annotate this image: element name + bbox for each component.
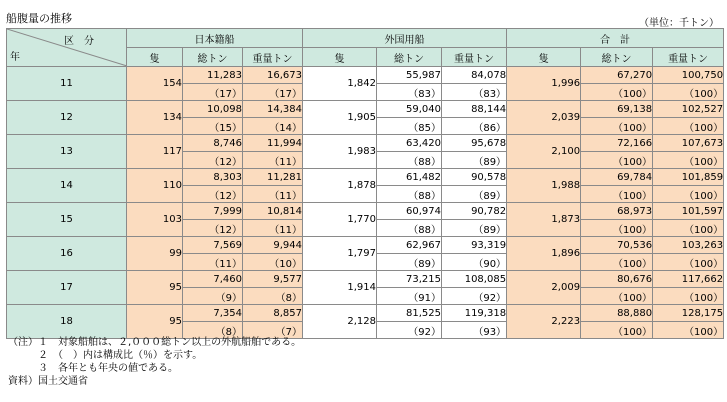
vessel-count-cell: 1,797 [303,237,377,271]
vessel-count-cell: 1,770 [303,203,377,237]
deadweight-share-cell: （14） [243,118,303,135]
vessel-count-cell: 1,988 [507,169,581,203]
subheader-gt: 総トン [183,48,243,67]
vessel-count-cell: 154 [127,67,183,101]
subheader-count: 隻 [507,48,581,67]
deadweight-cell: 16,673 [243,67,303,84]
gross-tonnage-cell: 67,270 [581,67,653,84]
group-header-foreign: 外国用船 [303,29,507,48]
group-header-japan: 日本籍船 [127,29,303,48]
table-body [7,67,724,339]
table-row [7,67,724,84]
deadweight-share-cell: （11） [243,186,303,203]
corner-header [7,29,127,67]
gross-tonnage-share-cell: （12） [183,152,243,169]
gross-tonnage-share-cell: （100） [581,186,653,203]
gross-tonnage-cell: 73,215 [377,271,442,288]
vessel-count-cell: 2,223 [507,305,581,339]
deadweight-cell: 90,578 [442,169,507,186]
year-cell: 17 [7,271,127,305]
vessel-count-cell: 1,878 [303,169,377,203]
gross-tonnage-cell: 69,138 [581,101,653,118]
gross-tonnage-cell: 7,354 [183,305,243,322]
table-row [7,135,724,152]
gross-tonnage-cell: 88,880 [581,305,653,322]
vessel-count-cell: 2,100 [507,135,581,169]
vessel-count-cell: 95 [127,271,183,305]
subheader-count: 隻 [303,48,377,67]
note-line: ２ （ ）内は構成比（％）を示す。 [8,350,203,361]
gross-tonnage-cell: 8,303 [183,169,243,186]
gross-tonnage-share-cell: （88） [377,152,442,169]
table-title: 船腹量の推移 [6,12,72,25]
deadweight-share-cell: （100） [653,254,724,271]
vessel-count-cell: 1,873 [507,203,581,237]
vessel-count-cell: 1,914 [303,271,377,305]
deadweight-cell: 88,144 [442,101,507,118]
deadweight-cell: 84,078 [442,67,507,84]
deadweight-cell: 11,994 [243,135,303,152]
deadweight-share-cell: （100） [653,288,724,305]
year-label: 年 [10,52,20,63]
table-row [7,203,724,220]
year-cell: 18 [7,305,127,339]
gross-tonnage-cell: 80,676 [581,271,653,288]
gross-tonnage-share-cell: （100） [581,322,653,339]
gross-tonnage-share-cell: （100） [581,220,653,237]
gross-tonnage-cell: 7,999 [183,203,243,220]
category-label: 区分 [64,36,104,47]
subheader-count: 隻 [127,48,183,67]
deadweight-cell: 107,673 [653,135,724,152]
gross-tonnage-cell: 63,420 [377,135,442,152]
vessel-count-cell: 1,896 [507,237,581,271]
deadweight-cell: 95,678 [442,135,507,152]
deadweight-share-cell: （10） [243,254,303,271]
gross-tonnage-share-cell: （83） [377,84,442,101]
gross-tonnage-cell: 72,166 [581,135,653,152]
gross-tonnage-share-cell: （8） [183,322,243,339]
gross-tonnage-share-cell: （17） [183,84,243,101]
deadweight-cell: 8,857 [243,305,303,322]
deadweight-share-cell: （17） [243,84,303,101]
subheader-gt: 総トン [377,48,442,67]
year-cell: 13 [7,135,127,169]
deadweight-share-cell: （100） [653,84,724,101]
deadweight-share-cell: （100） [653,152,724,169]
vessel-count-cell: 1,842 [303,67,377,101]
deadweight-share-cell: （92） [442,288,507,305]
note-line: （注）１ 対象船舶は、２,０００総トン以上の外航船舶である。 [8,337,302,348]
gross-tonnage-cell: 61,482 [377,169,442,186]
group-header-total: 合 計 [507,29,724,48]
vessel-count-cell: 117 [127,135,183,169]
gross-tonnage-share-cell: （100） [581,152,653,169]
subheader-dwt: 重量トン [653,48,724,67]
gross-tonnage-cell: 59,040 [377,101,442,118]
table-row [7,169,724,186]
gross-tonnage-share-cell: （89） [377,254,442,271]
deadweight-share-cell: （83） [442,84,507,101]
gross-tonnage-share-cell: （11） [183,254,243,271]
note-line: ３ 各年とも年央の値である。 [8,363,178,374]
deadweight-share-cell: （90） [442,254,507,271]
subheader-dwt: 重量トン [243,48,303,67]
deadweight-cell: 93,319 [442,237,507,254]
gross-tonnage-share-cell: （100） [581,84,653,101]
gross-tonnage-cell: 7,569 [183,237,243,254]
deadweight-cell: 11,281 [243,169,303,186]
table-row [7,237,724,254]
gross-tonnage-cell: 10,098 [183,101,243,118]
gross-tonnage-share-cell: （100） [581,254,653,271]
deadweight-share-cell: （93） [442,322,507,339]
vessel-count-cell: 2,009 [507,271,581,305]
deadweight-cell: 10,814 [243,203,303,220]
year-cell: 16 [7,237,127,271]
source-line: 資料）国土交通省 [8,376,88,387]
gross-tonnage-cell: 81,525 [377,305,442,322]
vessel-count-cell: 103 [127,203,183,237]
vessel-count-cell: 2,128 [303,305,377,339]
deadweight-share-cell: （11） [243,152,303,169]
gross-tonnage-share-cell: （15） [183,118,243,135]
table-row [7,271,724,288]
gross-tonnage-share-cell: （9） [183,288,243,305]
deadweight-cell: 101,859 [653,169,724,186]
deadweight-cell: 9,577 [243,271,303,288]
deadweight-cell: 103,263 [653,237,724,254]
gross-tonnage-share-cell: （92） [377,322,442,339]
deadweight-share-cell: （11） [243,220,303,237]
deadweight-cell: 128,175 [653,305,724,322]
gross-tonnage-cell: 69,784 [581,169,653,186]
gross-tonnage-share-cell: （88） [377,220,442,237]
gross-tonnage-share-cell: （88） [377,186,442,203]
gross-tonnage-share-cell: （12） [183,220,243,237]
deadweight-share-cell: （89） [442,152,507,169]
notes [8,336,301,388]
deadweight-share-cell: （100） [653,220,724,237]
subheader-dwt: 重量トン [442,48,507,67]
deadweight-cell: 102,527 [653,101,724,118]
vessel-count-cell: 99 [127,237,183,271]
gross-tonnage-share-cell: （100） [581,118,653,135]
deadweight-share-cell: （100） [653,322,724,339]
vessel-count-cell: 1,983 [303,135,377,169]
vessel-count-cell: 2,039 [507,101,581,135]
fleet-table [6,28,724,339]
vessel-count-cell: 1,996 [507,67,581,101]
deadweight-share-cell: （100） [653,118,724,135]
gross-tonnage-cell: 11,283 [183,67,243,84]
vessel-count-cell: 134 [127,101,183,135]
gross-tonnage-cell: 68,973 [581,203,653,220]
deadweight-share-cell: （86） [442,118,507,135]
deadweight-share-cell: （89） [442,220,507,237]
gross-tonnage-cell: 60,974 [377,203,442,220]
deadweight-cell: 9,944 [243,237,303,254]
vessel-count-cell: 95 [127,305,183,339]
deadweight-cell: 117,662 [653,271,724,288]
vessel-count-cell: 1,905 [303,101,377,135]
deadweight-cell: 90,782 [442,203,507,220]
gross-tonnage-cell: 62,967 [377,237,442,254]
deadweight-share-cell: （89） [442,186,507,203]
gross-tonnage-share-cell: （100） [581,288,653,305]
deadweight-cell: 14,384 [243,101,303,118]
year-cell: 14 [7,169,127,203]
year-cell: 11 [7,67,127,101]
subheader-gt: 総トン [581,48,653,67]
deadweight-cell: 101,597 [653,203,724,220]
gross-tonnage-cell: 8,746 [183,135,243,152]
gross-tonnage-share-cell: （85） [377,118,442,135]
year-cell: 15 [7,203,127,237]
gross-tonnage-cell: 7,460 [183,271,243,288]
year-cell: 12 [7,101,127,135]
unit-label: （単位：千トン） [639,18,719,29]
deadweight-share-cell: （7） [243,322,303,339]
deadweight-share-cell: （100） [653,186,724,203]
deadweight-cell: 108,085 [442,271,507,288]
gross-tonnage-share-cell: （91） [377,288,442,305]
table-row [7,101,724,118]
table-row [7,305,724,322]
gross-tonnage-cell: 55,987 [377,67,442,84]
deadweight-share-cell: （8） [243,288,303,305]
gross-tonnage-cell: 70,536 [581,237,653,254]
deadweight-cell: 100,750 [653,67,724,84]
gross-tonnage-share-cell: （12） [183,186,243,203]
deadweight-cell: 119,318 [442,305,507,322]
vessel-count-cell: 110 [127,169,183,203]
